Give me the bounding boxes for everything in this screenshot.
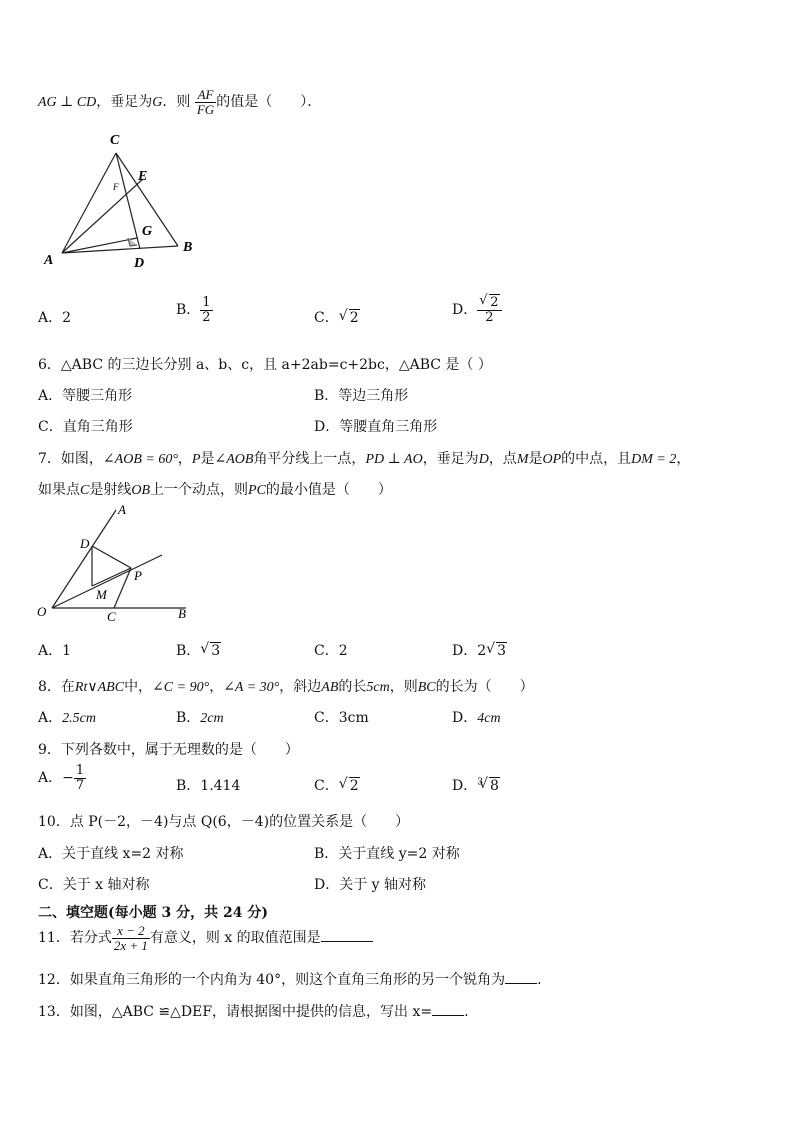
q8-bc: BC: [417, 680, 436, 695]
q7-option-c[interactable]: C．2: [314, 643, 348, 659]
q7-perp: PD ⊥ AO: [365, 452, 423, 467]
q11-text: 11．若分式: [38, 930, 112, 947]
q10-option-b[interactable]: B．关于直线 y=2 对称: [314, 846, 460, 862]
q9-stem: 9．下列各数中，属于无理数的是（ ）: [38, 742, 299, 758]
q9-option-a[interactable]: [38, 764, 86, 792]
q8-option-b[interactable]: [176, 707, 224, 727]
q7-angle-aob: ∠AOB = 60°: [102, 452, 178, 467]
q9-option-a-prefix: A．−: [38, 770, 74, 787]
q8-option-a-prefix: A．: [38, 710, 63, 726]
q8-t7: 的长为（ ）: [435, 679, 534, 695]
q7-d: D: [478, 452, 489, 467]
q8-option-a-val: 2.5cm: [62, 711, 96, 726]
q5-option-d[interactable]: [452, 296, 502, 324]
q6-option-a[interactable]: A．等腰三角形: [38, 388, 133, 404]
q8-t5: 的长: [338, 679, 367, 695]
q7-t7: 是: [528, 451, 543, 467]
q5-tail: 的值是（ ）．: [216, 94, 322, 111]
q12-text: 12．如果直角三角形的一个内角为 40°，则这个直角三角形的另一个锐角为: [38, 972, 506, 988]
q7-option-a[interactable]: A．1: [38, 643, 72, 659]
q5-option-b-prefix: B．: [176, 302, 201, 319]
q7-p: P: [191, 452, 201, 467]
q9-option-d[interactable]: [452, 775, 500, 795]
q10-stem: 10．点 P(－2，－4)与点 Q(6，－4)的位置关系是（ ）: [38, 814, 410, 830]
q7-t5: ，垂足为: [422, 451, 479, 467]
q5-text2: ．则: [162, 94, 191, 111]
q5-label-b: B: [183, 240, 193, 255]
q5-option-d-rad: 2: [490, 295, 499, 310]
q12-stem: [38, 969, 542, 989]
q9-option-c[interactable]: [314, 775, 360, 795]
q5-label-f: F: [113, 182, 119, 192]
q8-stem: [38, 676, 534, 696]
q10-option-c[interactable]: C．关于 x 轴对称: [38, 877, 150, 893]
q9-option-d-prefix: D．: [452, 778, 478, 794]
q7-figure: [34, 502, 194, 624]
q11-den: 2x + 1: [113, 937, 148, 953]
q6-option-c[interactable]: C．直角三角形: [38, 419, 133, 435]
q13-tail: .: [464, 1004, 469, 1020]
q7-t1: 7．如图，: [38, 451, 103, 467]
q8-option-c[interactable]: C．3cm: [314, 710, 369, 726]
q9-option-b[interactable]: B．1.414: [176, 778, 241, 794]
q8-angle-a: ∠A = 30°: [223, 680, 280, 695]
q5-option-b[interactable]: [176, 296, 213, 324]
q5-option-c-prefix: C．: [314, 310, 339, 326]
q9-option-c-rad: 2: [349, 778, 359, 794]
q8-option-b-prefix: B．: [176, 710, 201, 726]
q8-tri: Rt∨ABC: [74, 680, 125, 695]
q7-t8: 的中点，且: [561, 451, 632, 467]
q5-label-a: A: [44, 253, 54, 268]
q5-label-c: C: [110, 133, 120, 148]
q5-label-e: E: [138, 169, 148, 184]
q10-option-d[interactable]: D．关于 y 轴对称: [314, 877, 427, 893]
q7-label-c: C: [107, 609, 116, 624]
q7-label-b: B: [178, 606, 186, 621]
q11-answer-blank[interactable]: [321, 929, 373, 942]
q5-fraction: [195, 88, 216, 116]
q7-u4: 的最小值是（ ）: [265, 482, 392, 498]
q5-option-c-rad: 2: [349, 310, 359, 326]
q5-label-g: G: [142, 224, 153, 239]
q7-c: C: [80, 483, 90, 498]
q8-t4: ，斜边: [279, 679, 322, 695]
q8-option-d-val: 4cm: [477, 711, 501, 726]
q9-option-c-prefix: C．: [314, 778, 339, 794]
q8-angle-c: ∠C = 90°: [152, 680, 210, 695]
q8-option-d[interactable]: [452, 707, 501, 727]
q11-text2: 有意义，则 x 的取值范围是: [149, 930, 321, 947]
q7-dm: DM = 2: [631, 452, 677, 467]
q7-t6: ，点: [488, 451, 517, 467]
q5-figure: [38, 128, 208, 273]
q8-t2: 中，: [124, 679, 153, 695]
q7-angle: ∠AOB: [214, 452, 254, 467]
q7-t2: ，: [177, 451, 192, 467]
q6-option-b[interactable]: B．等边三角形: [314, 388, 409, 404]
q5-text: ，垂足为: [96, 94, 153, 111]
q12-tail: .: [537, 972, 542, 988]
q5-option-d-den: 2: [485, 309, 494, 325]
section-heading-fill-in: 二、填空题(每小题 3 分，共 24 分): [38, 905, 268, 921]
q7-u2: 是射线: [89, 482, 132, 498]
q8-t1: 8．在: [38, 679, 75, 695]
q7-t9: ，: [676, 451, 691, 467]
q9-option-d-rad: 8: [489, 778, 499, 794]
q5-math: AG ⊥ CD: [38, 95, 97, 111]
q7-t4: 角平分线上一点，: [253, 451, 366, 467]
q5-option-b-den: 2: [202, 309, 211, 325]
q5-stem: [38, 88, 321, 116]
q7-u3: 上一个动点，则: [150, 482, 249, 498]
q7-label-d: D: [80, 536, 90, 551]
q13-stem: [38, 1001, 469, 1021]
q11-fraction: [112, 924, 150, 952]
q10-option-a[interactable]: A．关于直线 x=2 对称: [38, 846, 184, 862]
q11-num: x − 2: [112, 924, 150, 939]
q7-t3: 是: [200, 451, 215, 467]
q5-frac-den: FG: [196, 101, 215, 117]
q6-stem: 6．△ABC 的三边长分别 a、b、c，且 a+2ab=c+2bc，△ABC 是（ ）: [38, 357, 492, 373]
q8-option-d-prefix: D．: [452, 710, 478, 726]
q8-option-a[interactable]: [38, 707, 96, 727]
q7-ob: OB: [131, 483, 151, 498]
q9-option-d-index: 3: [477, 777, 483, 788]
q7-m: M: [516, 452, 529, 467]
q7-option-d-rad: 3: [497, 643, 507, 659]
q7-option-d-prefix: D．2: [452, 643, 487, 659]
q7-label-m: M: [96, 587, 107, 602]
q9-option-a-num: 1: [75, 763, 85, 778]
q7-option-d[interactable]: [452, 640, 507, 660]
q7-label-p: P: [134, 568, 142, 583]
q7-label-o: O: [37, 604, 47, 619]
q7-stem-line2: [38, 479, 392, 499]
q8-t6: ，则: [389, 679, 418, 695]
q5-label-d: D: [134, 256, 145, 271]
q7-option-b-prefix: B．: [176, 643, 201, 659]
q7-option-b-rad: 3: [211, 643, 221, 659]
q7-op: OP: [542, 452, 562, 467]
q7-pc: PC: [248, 483, 266, 498]
q7-stem-line1: [38, 448, 690, 468]
q9-option-a-den: 7: [75, 777, 85, 793]
q6-option-d[interactable]: D．等腰直角三角形: [314, 419, 438, 435]
q5-frac-num: AF: [195, 88, 216, 103]
q12-answer-blank[interactable]: [505, 971, 537, 984]
q8-option-b-val: 2cm: [200, 711, 224, 726]
q5-option-a[interactable]: A．2: [38, 310, 72, 326]
q7-option-b[interactable]: [176, 640, 221, 660]
q11-stem: [38, 924, 373, 952]
q5-g: G: [152, 95, 163, 111]
q5-option-d-prefix: D．: [452, 302, 478, 319]
q5-option-c[interactable]: [314, 307, 360, 327]
q8-ab: AB: [321, 680, 339, 695]
q8-t3: ，: [209, 679, 224, 695]
q7-u1: 如果点: [38, 482, 80, 498]
q13-text: 13．如图，△ABC ≌△DEF，请根据图中提供的信息，写出 x=: [38, 1004, 433, 1020]
q13-answer-blank[interactable]: [432, 1003, 464, 1016]
q7-label-a: A: [118, 502, 126, 517]
q8-len: 5cm: [366, 680, 390, 695]
q5-option-b-num: 1: [202, 295, 211, 310]
